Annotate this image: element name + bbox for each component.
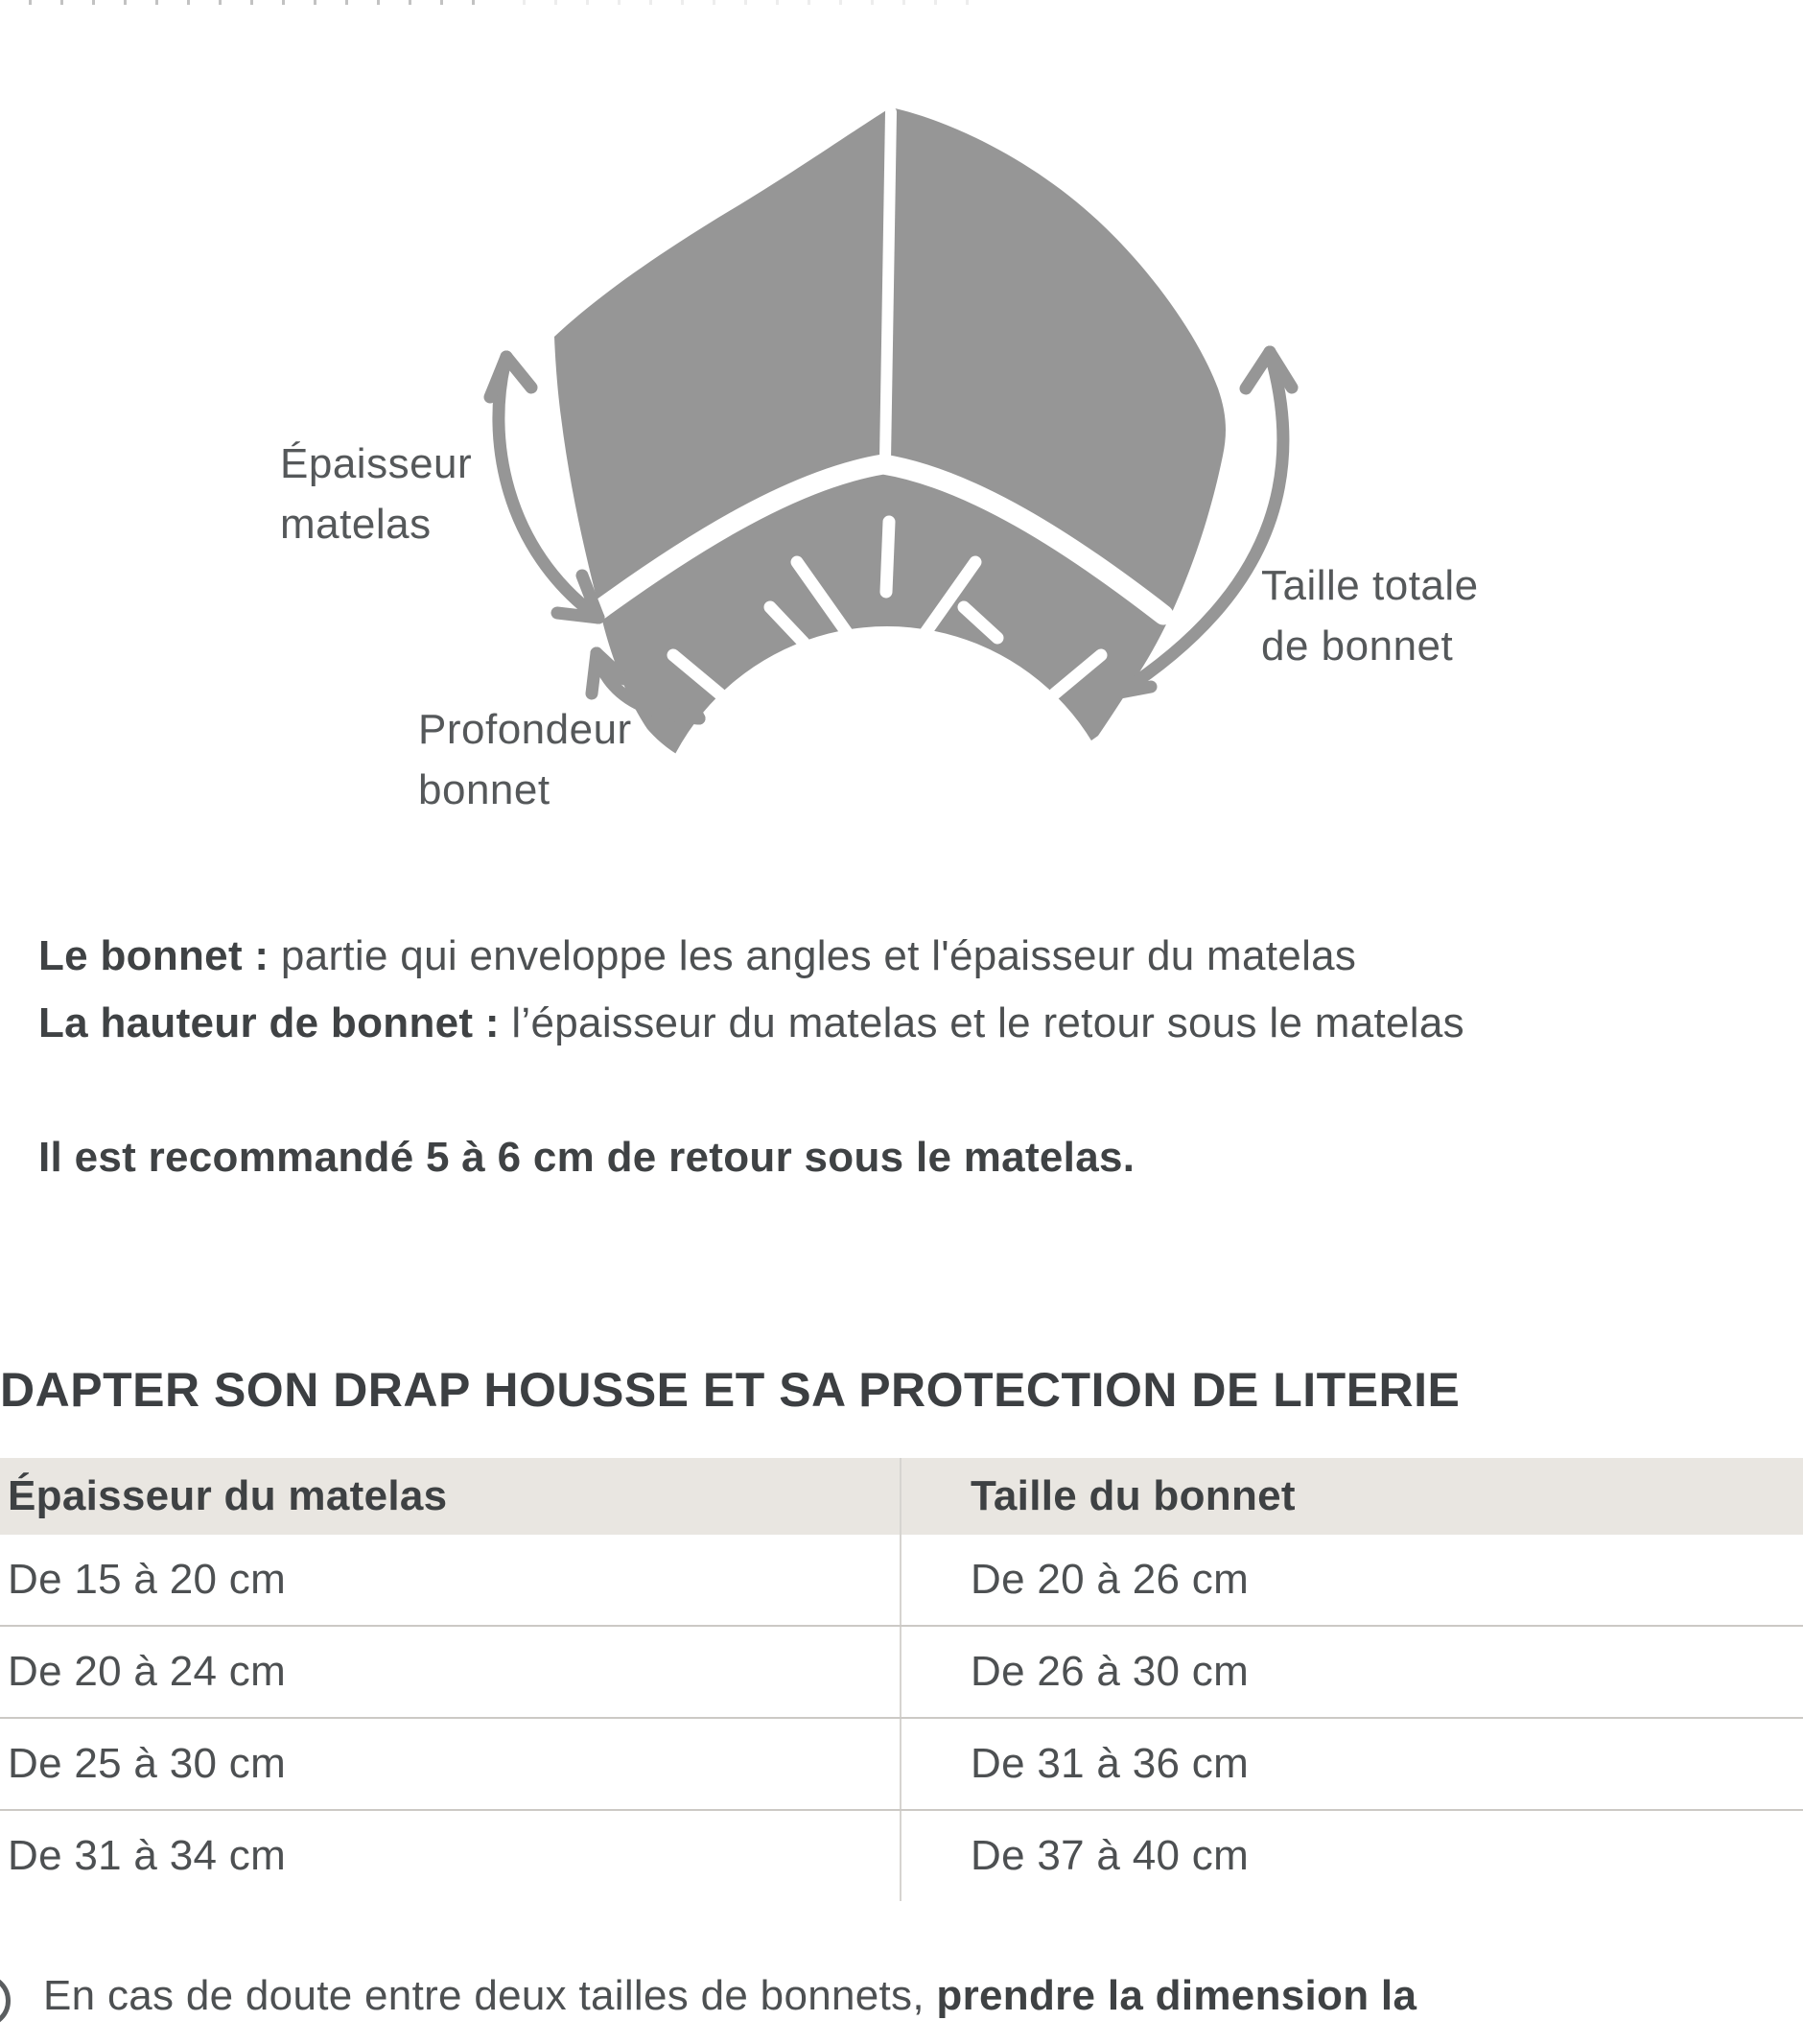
cell-bonnet bbox=[900, 1535, 1803, 1625]
cropped-top-text-remnants bbox=[29, 0, 503, 5]
label-line: Épaisseur bbox=[280, 440, 473, 487]
cell-bonnet bbox=[900, 1627, 1803, 1717]
cropped-top-text-remnants bbox=[523, 0, 973, 5]
definition-hauteur-de-bonnet bbox=[38, 999, 1464, 1047]
cell-bonnet bbox=[900, 1719, 1803, 1809]
cell-value: De 20 à 24 cm bbox=[8, 1648, 287, 1695]
cell-value: De 25 à 30 cm bbox=[8, 1740, 287, 1787]
definition-text: partie qui enveloppe les angles et l'épaisseur du matelas bbox=[269, 932, 1357, 979]
size-table bbox=[0, 1458, 1803, 1901]
label-epaisseur-matelas bbox=[280, 434, 472, 554]
tip-icon bbox=[0, 1974, 11, 2028]
cell-bonnet bbox=[900, 1811, 1803, 1901]
note-bold: prendre la dimension la bbox=[936, 1972, 1417, 2019]
label-profondeur-bonnet bbox=[418, 699, 632, 820]
label-line: bonnet bbox=[418, 766, 550, 813]
table-row bbox=[0, 1535, 1803, 1627]
label-taille-totale-bonnet bbox=[1261, 555, 1479, 676]
table-row bbox=[0, 1719, 1803, 1811]
note-text bbox=[43, 1972, 1417, 2020]
column-header-label: Taille du bonnet bbox=[971, 1472, 1296, 1519]
label-line: Taille totale bbox=[1261, 562, 1479, 609]
definition-term: La hauteur de bonnet : bbox=[38, 999, 500, 1046]
column-header-label: Épaisseur du matelas bbox=[8, 1472, 448, 1519]
definition-text: l’épaisseur du matelas et le retour sous le matelas bbox=[499, 999, 1464, 1046]
cell-matelas bbox=[0, 1535, 900, 1625]
definition-term: Le bonnet : bbox=[38, 932, 269, 979]
table-row bbox=[0, 1627, 1803, 1719]
table-header-taille bbox=[900, 1458, 1803, 1535]
note-regular: En cas de doute entre deux tailles de bonnets, bbox=[43, 1972, 937, 2019]
size-table-header-row bbox=[0, 1458, 1803, 1535]
cell-value: De 31 à 34 cm bbox=[8, 1832, 287, 1879]
definition-le-bonnet bbox=[38, 932, 1356, 980]
recommendation-text: Il est recommandé 5 à 6 cm de retour sous le matelas. bbox=[38, 1134, 1136, 1181]
label-line: Profondeur bbox=[418, 706, 632, 753]
table-header-epaisseur bbox=[0, 1458, 900, 1535]
corner-ridge-seam bbox=[885, 112, 891, 460]
cell-value: De 15 à 20 cm bbox=[8, 1556, 287, 1603]
label-line: de bonnet bbox=[1261, 623, 1454, 670]
cell-matelas bbox=[0, 1627, 900, 1717]
table-row bbox=[0, 1811, 1803, 1901]
cell-matelas bbox=[0, 1719, 900, 1809]
cell-matelas bbox=[0, 1811, 900, 1901]
cell-value: De 31 à 36 cm bbox=[971, 1740, 1250, 1787]
cell-value: De 37 à 40 cm bbox=[971, 1832, 1250, 1879]
cell-value: De 20 à 26 cm bbox=[971, 1556, 1250, 1603]
size-guide-heading: DAPTER SON DRAP HOUSSE ET SA PROTECTION DE LITERIE bbox=[0, 1363, 1461, 1417]
cell-value: De 26 à 30 cm bbox=[971, 1648, 1250, 1695]
label-line: matelas bbox=[280, 501, 432, 548]
